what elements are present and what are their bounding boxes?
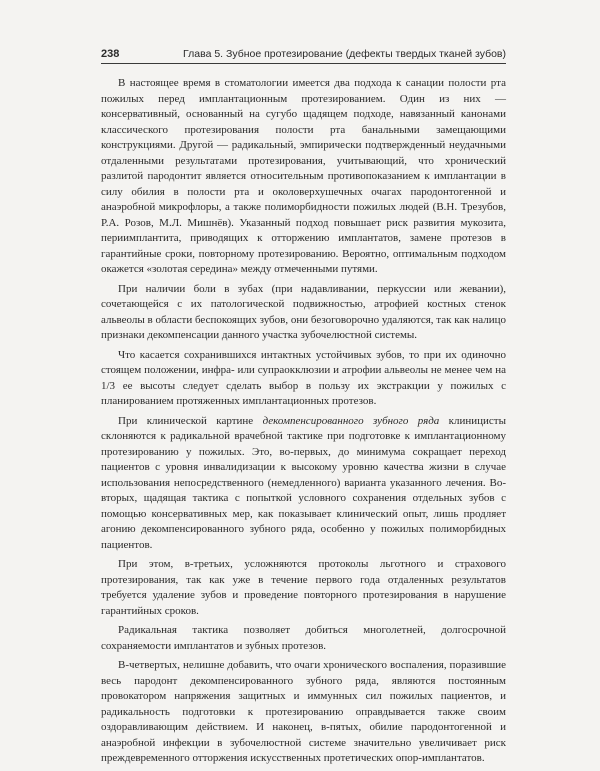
paragraph-approaches: В настоящее время в стоматологии имеется два подхода к санации полости рта пожилых перед имплантационным протезированием. Один из них — консервативный, основанный на сугубо щадящем подходе, навязанный канонами классического протезирования полости рта банальными замещающими конструкциями. Другой — радикальный, эмпирически подтвержденный неудачными отдаленными результатами протезирования, учитывающий, что хронический разлитой пародонтит является относительным противопоказанием к имплантации в силу обилия в полости рта и околоверхушечных очагах пародонтогенной и анаэробной микрофлоры, а также полиморбидности пожилых людей (В.Н. Трезубов, Р.А. Розов, М.Л. Мишнёв). Указанный подход повышает риск развития мукозита, периимплантита, приводящих к отторжению имплантатов, замене протезов в гарантийные сроки, повторному протезированию. Вероятно, оптимальным подходом окажется «золотая середина» между отмеченными путями. [101,77,506,275]
body-text [101,76,506,771]
page-number: 238 [101,48,120,60]
paragraph-decompensated [101,414,506,554]
page-header [101,46,506,62]
paragraph-decompensated-start: При клинической картине [118,414,263,427]
emphasis-term: декомпенсированного зубного ряда [262,414,440,427]
paragraph-radical-tactic: Радикальная тактика позволяет добиться многолетней, долгосрочной сохраняемости имплантатов и зубных протезов. [101,624,506,652]
paragraph-fourth-fifth: В-четвертых, нелишне добавить, что очаги хронического воспаления, поразившие весь пародонт декомпенсированного зубного ряда, являются постоянным провокатором напряжения защитных и иммунных сил пожилых пациентов, и радикальность подготовки к протезированию оправдывается также своим оздоравливающим действием. И наконец, в-пятых, обилие пародонтогенной и анаэробной инфекции в зубочелюстной системе значительно увеличивает риск преждевременного отторжения искусственных протетических опор-имплантатов. [101,659,506,764]
header-divider [101,63,506,64]
paragraph-third: При этом, в-третьих, усложняются протоколы льготного и страхового протезирования, так как уже в течение первого года отдаленных результатов требуется удаление зубов и проведение повторного протезирования в нарушение гарантийных сроков. [101,558,506,617]
paragraph-intact-teeth: Что касается сохранившихся интактных устойчивых зубов, то при их одиночно стоящем положении, инфра- или супраокклюзии и атрофии альвеолы не менее чем на 1/3 ее высоты следует сделать выбор в пользу их экстракции у пожилых с планированием протяженных имплантационных протезов. [101,348,506,407]
paragraph-pain-removal: При наличии боли в зубах (при надавливании, перкуссии или жевании), сочетающейся с их патологической подвижностью, атрофией костных стенок альвеолы в области беспокоящих зубов, они безоговорочно удаляются, так как налицо признаки декомпенсации данного участка зубочелюстной системы. [101,282,506,341]
paragraph-decompensated-rest: клиницисты склоняются к радикальной врачебной тактике при подготовке к имплантационному протезированию у пожилых. Это, во-первых, до минимума сокращает переход пациентов с уровня инвалидизации к высокому уровню качества жизни в случае использования непосредственного (немедленного) варианта указанного лечения. Во-вторых, щадящая тактика с попыткой условного сохранения отдельных зубов с помощью консервативных мер, как показывает клинический опыт, лишь продляет агонию декомпенсированного зубного ряда, особенно у пожилых полиморбидных пациентов. [101,414,506,551]
running-title: Глава 5. Зубное протезирование (дефекты твердых тканей зубов) [183,48,506,60]
